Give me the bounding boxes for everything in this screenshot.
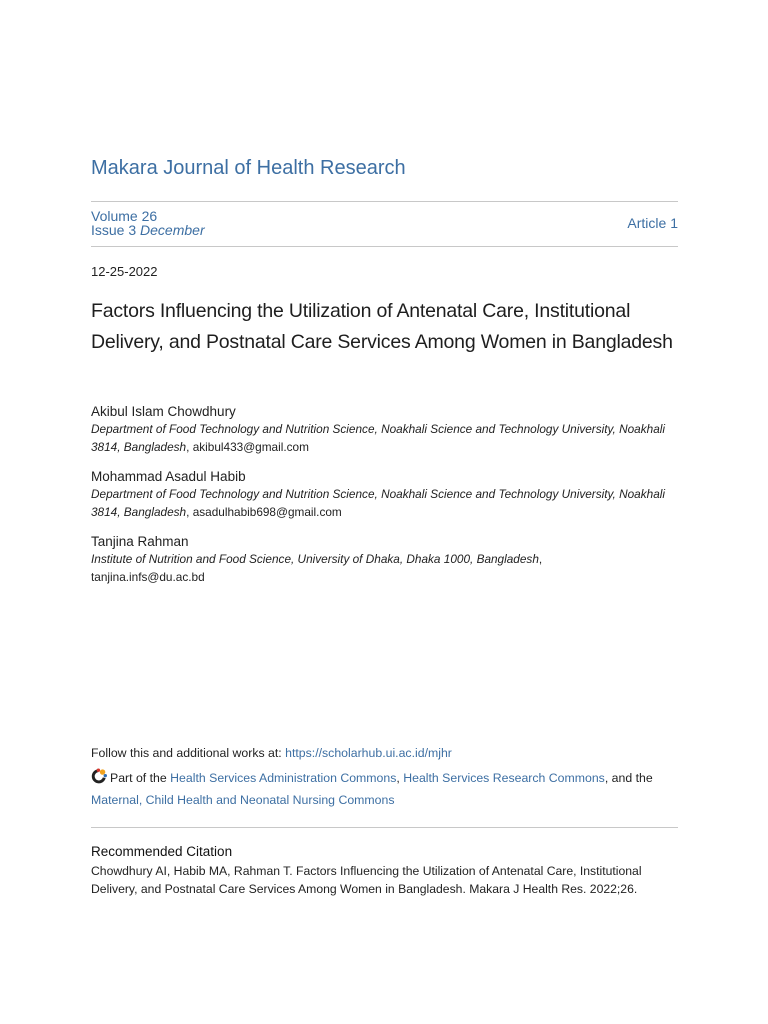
author-entry <box>91 403 678 456</box>
separator: , <box>396 771 404 785</box>
volume-issue-block <box>91 209 205 237</box>
author-affiliation: Institute of Nutrition and Food Science, University of Dhaka, Dhaka 1000, Bangladesh, tanjina.infs@du.ac.bd <box>91 552 543 584</box>
issue-number: Issue 3 <box>91 222 137 238</box>
separator: , and the <box>604 771 653 785</box>
author-name: Mohammad Asadul Habib <box>91 469 246 484</box>
repository-link[interactable]: https://scholarhub.ui.ac.id/mjhr <box>285 746 452 760</box>
author-email: akibul433@gmail.com <box>192 439 309 454</box>
issue-month: December <box>140 222 205 238</box>
journal-title-link[interactable]: Makara Journal of Health Research <box>91 157 406 179</box>
bepress-commons-icon <box>91 768 108 785</box>
citation-heading: Recommended Citation <box>91 844 233 859</box>
divider <box>91 827 678 828</box>
affiliation-text: Department of Food Technology and Nutrition Science, Noakhali Science and Technology University, Noakhali 3814, Bangladesh <box>91 422 666 454</box>
publication-date: 12-25-2022 <box>91 264 158 279</box>
affiliation-text: Institute of Nutrition and Food Science, University of Dhaka, Dhaka 1000, Bangladesh <box>91 552 539 566</box>
author-entry <box>91 468 678 521</box>
issue-link[interactable] <box>91 222 205 238</box>
commons-link-health-services-research[interactable]: Health Services Research Commons <box>403 771 605 785</box>
part-of-prefix: Part of the <box>110 771 171 785</box>
author-affiliation: Department of Food Technology and Nutrition Science, Noakhali Science and Technology University, Noakhali 3814, Bangladesh, akibul433@gmail.com <box>91 422 666 454</box>
commons-link-maternal-child-health[interactable]: Maternal, Child Health and Neonatal Nursing Commons <box>91 793 395 807</box>
article-number-link[interactable]: Article 1 <box>627 215 678 231</box>
follow-line <box>91 746 452 760</box>
divider <box>91 201 678 202</box>
volume-link[interactable]: Volume 26 <box>91 208 158 224</box>
author-name: Tanjina Rahman <box>91 534 189 549</box>
author-entry <box>91 533 678 586</box>
affiliation-text: Department of Food Technology and Nutrition Science, Noakhali Science and Technology University, Noakhali 3814, Bangladesh <box>91 487 666 519</box>
citation-text: Chowdhury AI, Habib MA, Rahman T. Factors Influencing the Utilization of Antenatal Care, Institutional Delivery, and Postnatal Care Services Among Women in Bangladesh. Makara J Health Res. 2022;26. <box>91 864 642 896</box>
author-affiliation: Department of Food Technology and Nutrition Science, Noakhali Science and Technology University, Noakhali 3814, Bangladesh, asadulhabib698@gmail.com <box>91 487 666 519</box>
divider <box>91 246 678 247</box>
author-email: asadulhabib698@gmail.com <box>192 504 342 519</box>
article-title: Factors Influencing the Utilization of Antenatal Care, Institutional Delivery, and Postnatal Care Services Among Women in Bangladesh <box>91 300 673 353</box>
commons-link-health-services-administration[interactable]: Health Services Administration Commons <box>170 771 397 785</box>
author-email: tanjina.infs@du.ac.bd <box>91 569 205 584</box>
author-name: Akibul Islam Chowdhury <box>91 404 236 419</box>
part-of-commons <box>91 767 678 811</box>
follow-text: Follow this and additional works at: <box>91 746 286 760</box>
